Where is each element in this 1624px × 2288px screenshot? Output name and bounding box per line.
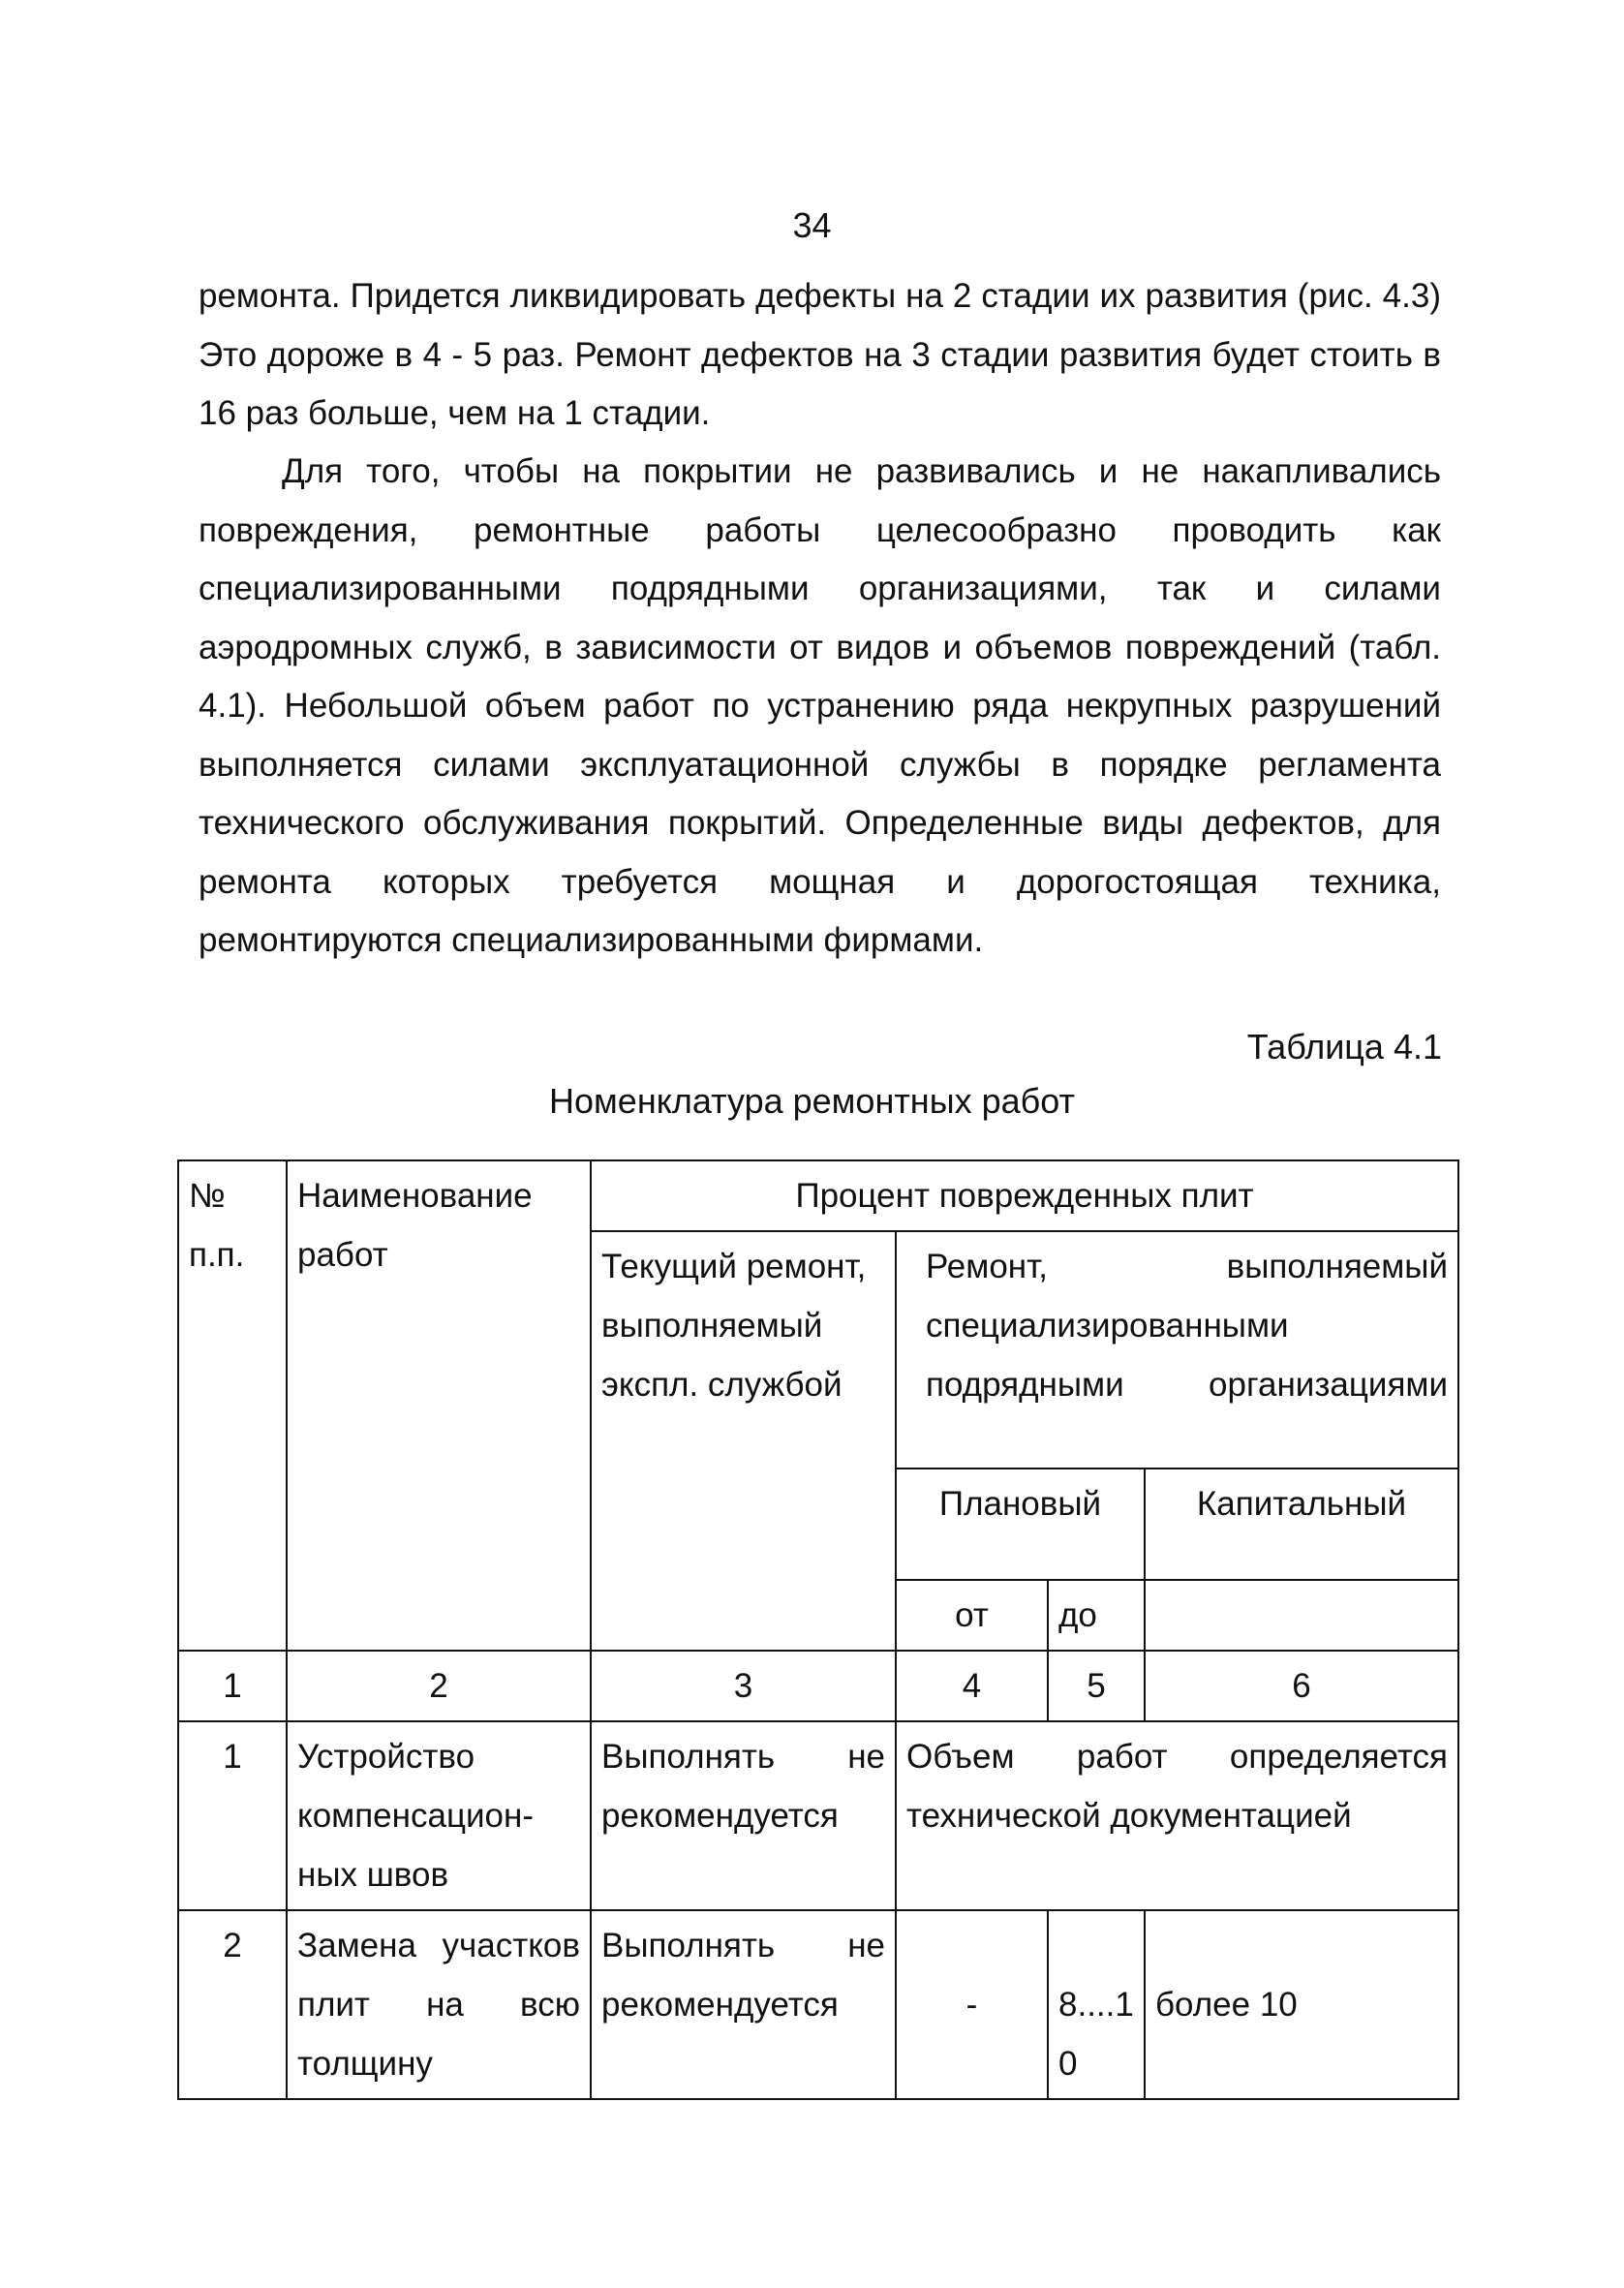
repair-works-table	[177, 1159, 1459, 2100]
row-1-merged: Объем работ определяется технической документацией	[896, 1721, 1458, 1910]
table-title: Номенклатура ремонтных работ	[549, 1081, 1075, 1121]
header-name: Наименование работ	[287, 1160, 591, 1651]
row-1-current: Выполнять не рекомендуется	[591, 1721, 896, 1910]
header-to: до	[1048, 1580, 1145, 1651]
row-2-capital: более 10	[1145, 1910, 1458, 2099]
col-number-3: 3	[591, 1651, 896, 1721]
row-2-to: 8....10	[1048, 1910, 1145, 2099]
header-capital: Капитальный	[1145, 1469, 1458, 1580]
col-number-6: 6	[1145, 1651, 1458, 1721]
row-2-from: -	[896, 1910, 1048, 2099]
col-number-1: 1	[178, 1651, 287, 1721]
paragraph-1: ремонта. Придется ликвидировать дефекты на 2 стадии их развития (рис. 4.3) Это дороже в 4 - 5 раз. Ремонт дефектов на 3 стадии развития будет стоить в 16 раз больше, чем на 1 стадии.	[199, 277, 1441, 432]
col-number-2: 2	[287, 1651, 591, 1721]
header-current-repair: Текущий ремонт, выполняемый экспл. службой	[591, 1231, 896, 1651]
table-label: Таблица 4.1	[1246, 1027, 1442, 1067]
table-row	[178, 1910, 1458, 2099]
header-from: от	[896, 1580, 1048, 1651]
header-contract-repair: Ремонт, выполняемый специализированными подрядными организациями	[896, 1231, 1458, 1469]
page-number: 34	[792, 205, 832, 245]
header-percent: Процент поврежденных плит	[591, 1160, 1458, 1231]
row-2-name: Замена участков плит на всю толщину	[287, 1910, 591, 2099]
row-2-num: 2	[178, 1910, 287, 2099]
row-1-name: Устройство компенсацион-ных швов	[287, 1721, 591, 1910]
header-planned: Плановый	[896, 1469, 1145, 1580]
table-row	[178, 1721, 1458, 1910]
header-num: № п.п.	[178, 1160, 287, 1651]
header-capital-sub	[1145, 1580, 1458, 1651]
col-number-5: 5	[1048, 1651, 1145, 1721]
row-1-num: 1	[178, 1721, 287, 1910]
row-2-current: Выполнять не рекомендуется	[591, 1910, 896, 2099]
paragraph-2: Для того, чтобы на покрытии не развивались и не накапливались повреждения, ремонтные работы целесообразно проводить как специализированными подрядными организациями, так и силами аэродромных служб, в зависимости от видов и объемов повреждений (табл. 4.1). Небольшой объем работ по устранению ряда некрупных разрушений выполняется силами эксплуатационной службы в порядке регламента технического обслуживания покрытий. Определенные виды дефектов, для ремонта которых требуется мощная и дорогостоящая техника, ремонтируются специализированными фирмами.	[199, 452, 1441, 959]
col-number-4: 4	[896, 1651, 1048, 1721]
